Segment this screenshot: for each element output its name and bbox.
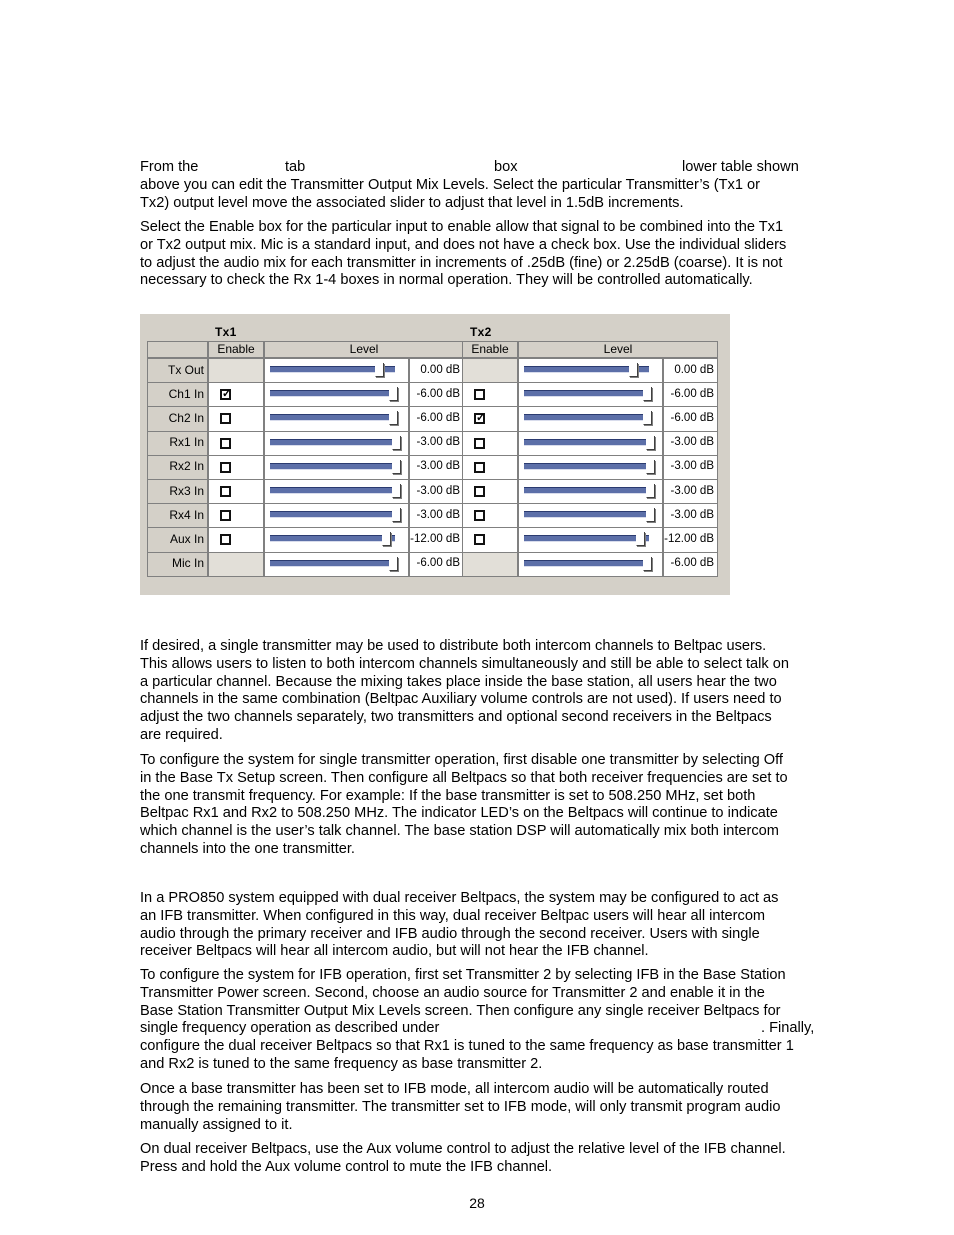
tx1-level-value: -3.00 dB [409,503,464,528]
ifb-p2-line-6: and Rx2 is tuned to the same frequency as base transmitter 2. [140,1055,543,1072]
tx2-enable-cell [462,527,518,552]
ifb-p1-line-1: In a PRO850 system equipped with dual receiver Beltpacs, the system may be configured to act as [140,890,779,906]
tx1-level-cell [264,358,409,383]
slider-track [524,535,649,542]
tx2-level-slider[interactable] [524,411,655,425]
tx2-enable-cell [462,503,518,528]
row-label: Aux In [147,527,208,552]
tx2-enable-cell [462,479,518,504]
tx2-enable-cell [462,358,518,383]
tx1-level-cell [264,455,409,480]
slider-thumb[interactable] [646,460,655,474]
tx2-enable-cell [462,382,518,407]
slider-track [270,511,395,518]
tx2-level-value: -3.00 dB [663,431,718,456]
tx1-level-value: 0.00 dB [409,358,464,383]
tx1-level-slider[interactable] [270,508,401,522]
level-header-2: Level [518,341,718,358]
ifb-p1-line-2: an IFB transmitter. When configured in this way, dual receiver Beltpac users will hear all intercom [140,907,766,924]
tx1-level-value: -12.00 dB [409,527,464,552]
slider-track [524,560,649,567]
enable-paragraph [140,219,840,290]
single-p1-line-3: a particular channel. Because the mixing takes place inside the base station, all users hear the two [140,673,777,690]
slider-track [524,390,649,397]
single-p1-line-5: adjust the two channels separately, two transmitters and optional second receivers in the Beltpacs [140,709,772,726]
row-label: Mic In [147,552,208,577]
single-p2-line-3: the one transmit frequency. For example: If the base transmitter is set to 508.250 MHz, set both [140,787,756,804]
tx1-enable-cell [208,503,264,528]
ifb-paragraph-2 [140,967,840,1074]
slider-thumb[interactable] [629,363,638,377]
single-p2-line-1: To configure the system for single transmitter operation, first disable one transmitter by selecting Off [140,752,783,768]
row-label: Ch2 In [147,406,208,431]
slider-track [524,511,649,518]
single-p1-line-1: If desired, a single transmitter may be used to distribute both intercom channels to Beltpac users. [140,638,767,654]
tx2-level-cell [518,382,663,407]
slider-thumb[interactable] [646,508,655,522]
tx1-level-cell [264,552,409,577]
tx2-level-cell [518,358,663,383]
intro-line-1 [140,159,840,177]
slider-thumb[interactable] [646,436,655,450]
single-p2-line-2: in the Base Tx Setup screen. Then configure all Beltpacs so that both receiver frequencies are set to [140,769,788,786]
single-transmitter-paragraph-1 [140,638,840,745]
tx2-enable-checkbox[interactable] [474,534,485,545]
level-header-1: Level [264,341,464,358]
slider-thumb[interactable] [643,557,652,571]
tx1-enable-checkbox[interactable] [220,486,231,497]
slider-thumb[interactable] [389,387,398,401]
tx1-level-cell [264,431,409,456]
tx2-level-value: -3.00 dB [663,479,718,504]
tx1-level-slider[interactable] [270,411,401,425]
single-p2-line-4: Beltpac Rx1 and Rx2 to 508.250 MHz. The indicator LED’s on the Beltpacs will continue to indicate [140,805,778,822]
tx2-level-value: -6.00 dB [663,552,718,577]
row-label: Rx3 In [147,479,208,504]
tx2-enable-checkbox[interactable] [474,438,485,449]
tx1-level-slider[interactable] [270,363,401,377]
tx2-level-cell [518,406,663,431]
single-p1-line-6: are required. [140,726,223,743]
slider-track [524,439,649,446]
slider-thumb[interactable] [392,508,401,522]
tx1-level-cell [264,527,409,552]
tx1-level-cell [264,503,409,528]
ifb-p2-line-4 [140,1020,840,1038]
tx2-level-value: 0.00 dB [663,358,718,383]
slider-thumb[interactable] [646,484,655,498]
tx1-level-value: -3.00 dB [409,455,464,480]
tx1-enable-cell [208,358,264,383]
tx2-enable-checkbox[interactable] [474,462,485,473]
ifb-p3-line-3: manually assigned to it. [140,1116,293,1133]
tx2-enable-checkbox[interactable]: ✓ [476,412,486,425]
tx1-level-slider[interactable] [270,436,401,450]
slider-thumb[interactable] [392,460,401,474]
enable-para-line-3: to adjust the audio mix for each transmitter in increments of .25dB (fine) or 2.25dB (coarse). It is not [140,254,783,271]
slider-thumb[interactable] [643,411,652,425]
page-number: 28 [469,1195,485,1211]
tx1-enable-cell [208,552,264,577]
slider-thumb[interactable] [392,436,401,450]
tx1-enable-cell [208,406,264,431]
tx1-level-cell [264,479,409,504]
ifb-p2-line-2: Transmitter Power screen. Second, choose an audio source for Transmitter 2 and enable it in the [140,984,765,1001]
tx2-level-slider[interactable] [524,363,655,377]
slider-thumb[interactable] [382,532,391,546]
slider-track [270,390,395,397]
tx2-enable-checkbox[interactable] [474,389,485,400]
tx2-level-cell [518,479,663,504]
tx1-level-value: -3.00 dB [409,479,464,504]
slider-thumb[interactable] [643,387,652,401]
tx1-level-slider[interactable] [270,532,401,546]
tx1-level-value: -6.00 dB [409,552,464,577]
slider-thumb[interactable] [389,557,398,571]
tx1-enable-cell [208,479,264,504]
transmitter-output-mix-panel [140,314,730,595]
tx2-level-cell [518,455,663,480]
ifb-p2-line-3: Base Station Transmitter Output Mix Levels screen. Then configure any single receiver Beltpacs for [140,1002,781,1019]
ifb-p2-line-1: To configure the system for IFB operation, first set Transmitter 2 by selecting IFB in the Base Station [140,967,786,983]
enable-header-2: Enable [462,341,518,358]
tx2-level-value: -12.00 dB [663,527,718,552]
intro-text-box: box [494,159,518,175]
tx2-level-slider[interactable] [524,436,655,450]
slider-track [270,439,395,446]
slider-thumb[interactable] [389,411,398,425]
tx2-level-cell [518,527,663,552]
ifb-paragraph-3 [140,1081,840,1134]
tx2-level-slider[interactable] [524,460,655,474]
row-label: Rx4 In [147,503,208,528]
ifb-p2-line-4-start: single frequency operation as described under [140,1020,440,1037]
tx1-level-slider[interactable] [270,387,401,401]
tx1-enable-checkbox[interactable] [220,413,231,424]
slider-track [524,463,649,470]
row-label: Rx1 In [147,431,208,456]
intro-text-tab: tab [285,159,306,175]
row-label-header [147,341,208,358]
group-title-1: Tx1 [215,325,237,339]
single-p1-line-2: This allows users to listen to both intercom channels simultaneously and still be able to select talk on [140,655,789,672]
ifb-p2-line-4-end: . Finally, [761,1020,815,1037]
ifb-p3-line-2: through the remaining transmitter. The transmitter set to IFB mode, will only transmit program audio [140,1098,781,1115]
intro-text-lower-table: lower table shown [682,159,799,175]
single-p2-line-6: channels into the one transmitter. [140,840,355,857]
tx2-enable-checkbox[interactable] [474,486,485,497]
tx2-level-value: -6.00 dB [663,382,718,407]
single-p2-line-5: which channel is the user’s talk channel. The base station DSP will automatically mix both intercom [140,823,779,840]
slider-track [270,535,395,542]
intro-line-2: above you can edit the Transmitter Output Mix Levels. Select the particular Transmitter’s (Tx1 or [140,176,760,193]
slider-track [524,414,649,421]
tx1-level-value: -6.00 dB [409,382,464,407]
tx2-level-value: -3.00 dB [663,503,718,528]
row-label: Ch1 In [147,382,208,407]
tx1-level-cell [264,382,409,407]
tx2-enable-cell [462,455,518,480]
slider-thumb[interactable] [375,363,384,377]
tx1-level-cell [264,406,409,431]
ifb-paragraph-1 [140,890,840,961]
tx2-level-slider[interactable] [524,508,655,522]
tx1-level-slider[interactable] [270,484,401,498]
tx2-enable-checkbox[interactable] [474,510,485,521]
tx2-level-value: -6.00 dB [663,406,718,431]
tx2-level-slider[interactable] [524,557,655,571]
tx1-enable-checkbox[interactable] [220,510,231,521]
slider-track [524,487,649,494]
intro-paragraph [140,159,840,212]
tx1-enable-checkbox[interactable]: ✓ [222,388,232,401]
enable-header-1: Enable [208,341,264,358]
tx1-level-value: -6.00 dB [409,406,464,431]
tx1-enable-cell [208,382,264,407]
enable-para-line-1: Select the Enable box for the particular input to enable allow that signal to be combined into the Tx1 [140,219,784,235]
tx2-level-cell [518,503,663,528]
tx2-level-cell [518,552,663,577]
slider-thumb[interactable] [636,532,645,546]
tx2-level-value: -3.00 dB [663,455,718,480]
tx1-enable-checkbox[interactable] [220,462,231,473]
ifb-p2-line-5: configure the dual receiver Beltpacs so that Rx1 is tuned to the same frequency as base transmitter 1 [140,1038,794,1055]
tx1-level-slider[interactable] [270,460,401,474]
ifb-p3-line-1: Once a base transmitter has been set to IFB mode, all intercom audio will be automatically routed [140,1081,769,1097]
intro-text-from: From the [140,159,199,175]
ifb-p1-line-3: audio through the primary receiver and IFB audio through the second receiver. Users with single [140,925,760,942]
tx1-enable-cell [208,431,264,456]
row-label: Tx Out [147,358,208,383]
tx1-enable-checkbox[interactable] [220,438,231,449]
tx2-enable-cell [462,431,518,456]
ifb-p1-line-4: receiver Beltpacs will hear all intercom audio, but will not hear the IFB channel. [140,943,649,960]
tx2-enable-cell [462,552,518,577]
row-label: Rx2 In [147,455,208,480]
slider-track [270,463,395,470]
tx2-enable-cell [462,406,518,431]
tx2-level-cell [518,431,663,456]
tx1-enable-cell [208,455,264,480]
tx1-level-slider[interactable] [270,557,401,571]
tx1-level-value: -3.00 dB [409,431,464,456]
tx2-level-slider[interactable] [524,387,655,401]
single-p1-line-4: channels in the same combination (Beltpac Auxiliary volume controls are not used). If users need to [140,691,782,708]
tx2-level-slider[interactable] [524,484,655,498]
tx1-enable-checkbox[interactable] [220,534,231,545]
enable-para-line-2: or Tx2 output mix. Mic is a standard input, and does not have a check box. Use the individual sliders [140,236,787,253]
slider-track [270,487,395,494]
tx1-enable-cell [208,527,264,552]
slider-track [270,414,395,421]
intro-line-3: Tx2) output level move the associated slider to adjust that level in 1.5dB increments. [140,194,684,211]
slider-thumb[interactable] [392,484,401,498]
enable-para-line-4: necessary to check the Rx 1-4 boxes in normal operation. They will be controlled automatically. [140,272,753,289]
tx2-level-slider[interactable] [524,532,655,546]
ifb-p4-line-2: Press and hold the Aux volume control to mute the IFB channel. [140,1158,553,1175]
group-title-2: Tx2 [470,325,492,339]
ifb-paragraph-4 [140,1141,840,1177]
ifb-p4-line-1: On dual receiver Beltpacs, use the Aux volume control to adjust the relative level of the IFB channel. [140,1141,786,1157]
slider-track [270,560,395,567]
single-transmitter-paragraph-2 [140,752,840,859]
